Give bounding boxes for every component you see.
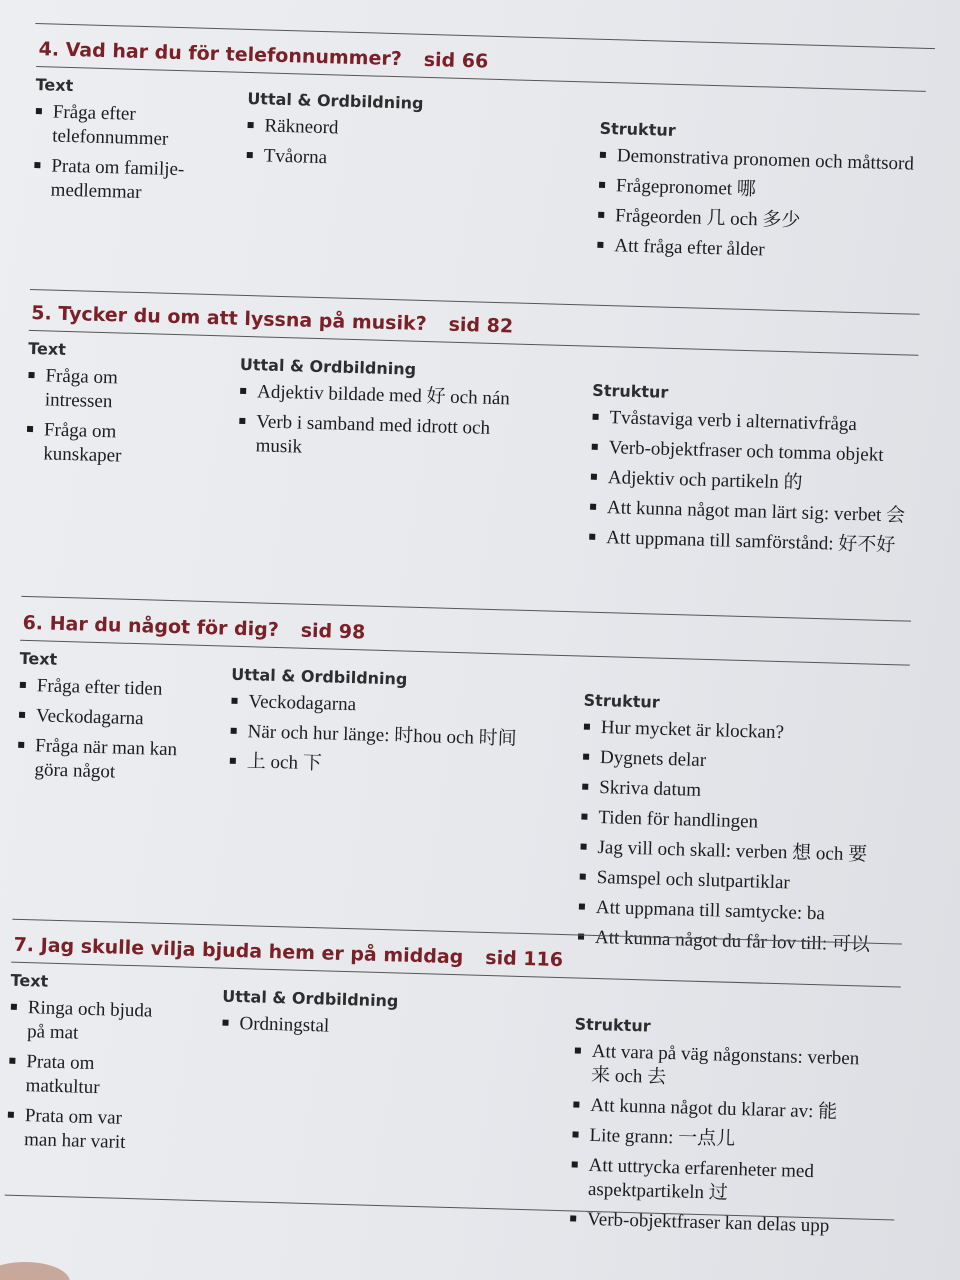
list-item: Jag vill och skall: verben 想 och 要: [579, 836, 910, 869]
list-item: Att kunna något du får lov till: 可以: [577, 925, 908, 958]
list-item: Demonstrativa pronomen och måttsord: [599, 144, 930, 177]
list-item: När och hur länge: 时hou och 时间: [229, 720, 565, 753]
unit-title: 4. Vad har du för telefonnummer?: [38, 38, 403, 71]
uttal-column: [245, 89, 582, 183]
list-item: Verb-objektfraser kan delas upp: [569, 1207, 870, 1239]
list-item: Ordningstal: [221, 1012, 557, 1045]
list-item: Hur mycket är klockan?: [583, 716, 914, 749]
uttal-heading: Uttal & Ordbildning: [230, 664, 408, 689]
struktur-list: [588, 406, 922, 559]
list-item: Prata om familje-medlemmar: [32, 154, 233, 208]
unit-page-ref: sid 116: [484, 946, 564, 972]
text-list: [32, 100, 235, 208]
struktur-heading: Struktur: [583, 690, 660, 712]
unit-page-ref: sid 98: [300, 619, 366, 644]
struktur-column: [588, 381, 923, 565]
text-column: [6, 971, 211, 1164]
uttal-column: [237, 355, 575, 473]
uttal-heading: Uttal & Ordbildning: [247, 88, 424, 113]
uttal-list: [221, 1012, 557, 1045]
text-list: [25, 364, 138, 469]
list-item: Att uppmana till samförstånd: 好不好: [588, 526, 919, 559]
uttal-list: [228, 690, 565, 783]
list-item: Tvåstaviga verb i alternativfråga: [591, 406, 922, 439]
text-list: [16, 674, 189, 787]
text-heading: Text: [10, 970, 49, 991]
struktur-heading: Struktur: [592, 380, 669, 402]
list-item: Att uttrycka erfarenheter med aspektpartikeln 过: [570, 1153, 871, 1209]
unit-title: 5. Tycker du om att lyssna på musik?: [30, 301, 427, 336]
list-item: 上 och 下: [228, 750, 564, 783]
list-item: Fråga efter telefonnummer: [34, 100, 235, 154]
uttal-heading: Uttal & Ordbildning: [222, 986, 399, 1011]
struktur-list: [569, 1039, 874, 1239]
struktur-column: [596, 119, 930, 273]
uttal-heading: Uttal & Ordbildning: [239, 354, 417, 379]
list-item: Verb-objektfraser och tomma objekt: [590, 436, 921, 469]
struktur-column: [577, 691, 914, 965]
list-item: Adjektiv och partikeln 的: [590, 466, 921, 499]
unit-page-ref: sid 82: [448, 313, 514, 338]
list-item: Att kunna något du klarar av: 能: [572, 1093, 873, 1125]
list-item: Verb i samband med idrott och musik: [237, 410, 538, 466]
list-item: Tiden för handlingen: [580, 806, 911, 839]
unit-title: 6. Har du något för dig?: [22, 611, 280, 642]
text-column: [32, 75, 236, 214]
text-heading: Text: [35, 75, 74, 96]
list-item: Prata om matkultur: [7, 1050, 158, 1102]
unit-title: 7. Jag skulle vilja bjuda hem er på middag: [13, 933, 464, 969]
list-item: Veckodagarna: [18, 704, 189, 733]
list-item: Fråga när man kan göra något: [16, 734, 187, 787]
struktur-heading: Struktur: [599, 118, 676, 140]
list-item: Frågepronomet 哪: [598, 174, 929, 207]
struktur-heading: Struktur: [574, 1014, 651, 1036]
list-item: Att kunna något man lärt sig: verbet 会: [589, 496, 920, 529]
list-item: Att fråga efter ålder: [596, 234, 927, 267]
list-item: Tvåorna: [245, 144, 581, 177]
list-item: Lite grann: 一点儿: [571, 1123, 872, 1155]
text-column: [25, 339, 229, 478]
list-item: Veckodagarna: [230, 690, 566, 723]
unit-4: [35, 27, 927, 261]
text-list: [6, 996, 160, 1156]
list-item: Fråga om kunskaper: [25, 418, 136, 469]
text-heading: Text: [28, 338, 67, 359]
text-heading: Text: [19, 648, 58, 669]
list-item: Räkneord: [246, 114, 582, 147]
text-column: [16, 649, 220, 794]
list-item: Att uppmana till samtycke: ba: [578, 895, 909, 928]
list-item: Fråga om intressen: [27, 364, 138, 415]
list-item: Prata om var man har varit: [6, 1104, 157, 1156]
unit-page-ref: sid 66: [423, 48, 489, 73]
list-item: Adjektiv bildade med 好 och nán: [239, 380, 540, 412]
list-item: Dygnets delar: [582, 746, 913, 779]
list-item: Ringa och bjuda på mat: [9, 996, 160, 1048]
list-item: Att vara på väg någonstans: verben 来 och 去: [573, 1039, 874, 1095]
list-item: Frågeorden 几 och 多少: [597, 204, 928, 237]
struktur-list: [596, 144, 929, 267]
uttal-column: [228, 665, 566, 789]
list-item: Fråga efter tiden: [19, 674, 190, 703]
uttal-list: [245, 114, 581, 177]
uttal-list: [237, 380, 539, 466]
list-item: Samspel och slutpartiklar: [578, 866, 909, 899]
uttal-column: [221, 987, 557, 1051]
list-item: Skriva datum: [581, 776, 912, 809]
struktur-list: [577, 716, 913, 959]
